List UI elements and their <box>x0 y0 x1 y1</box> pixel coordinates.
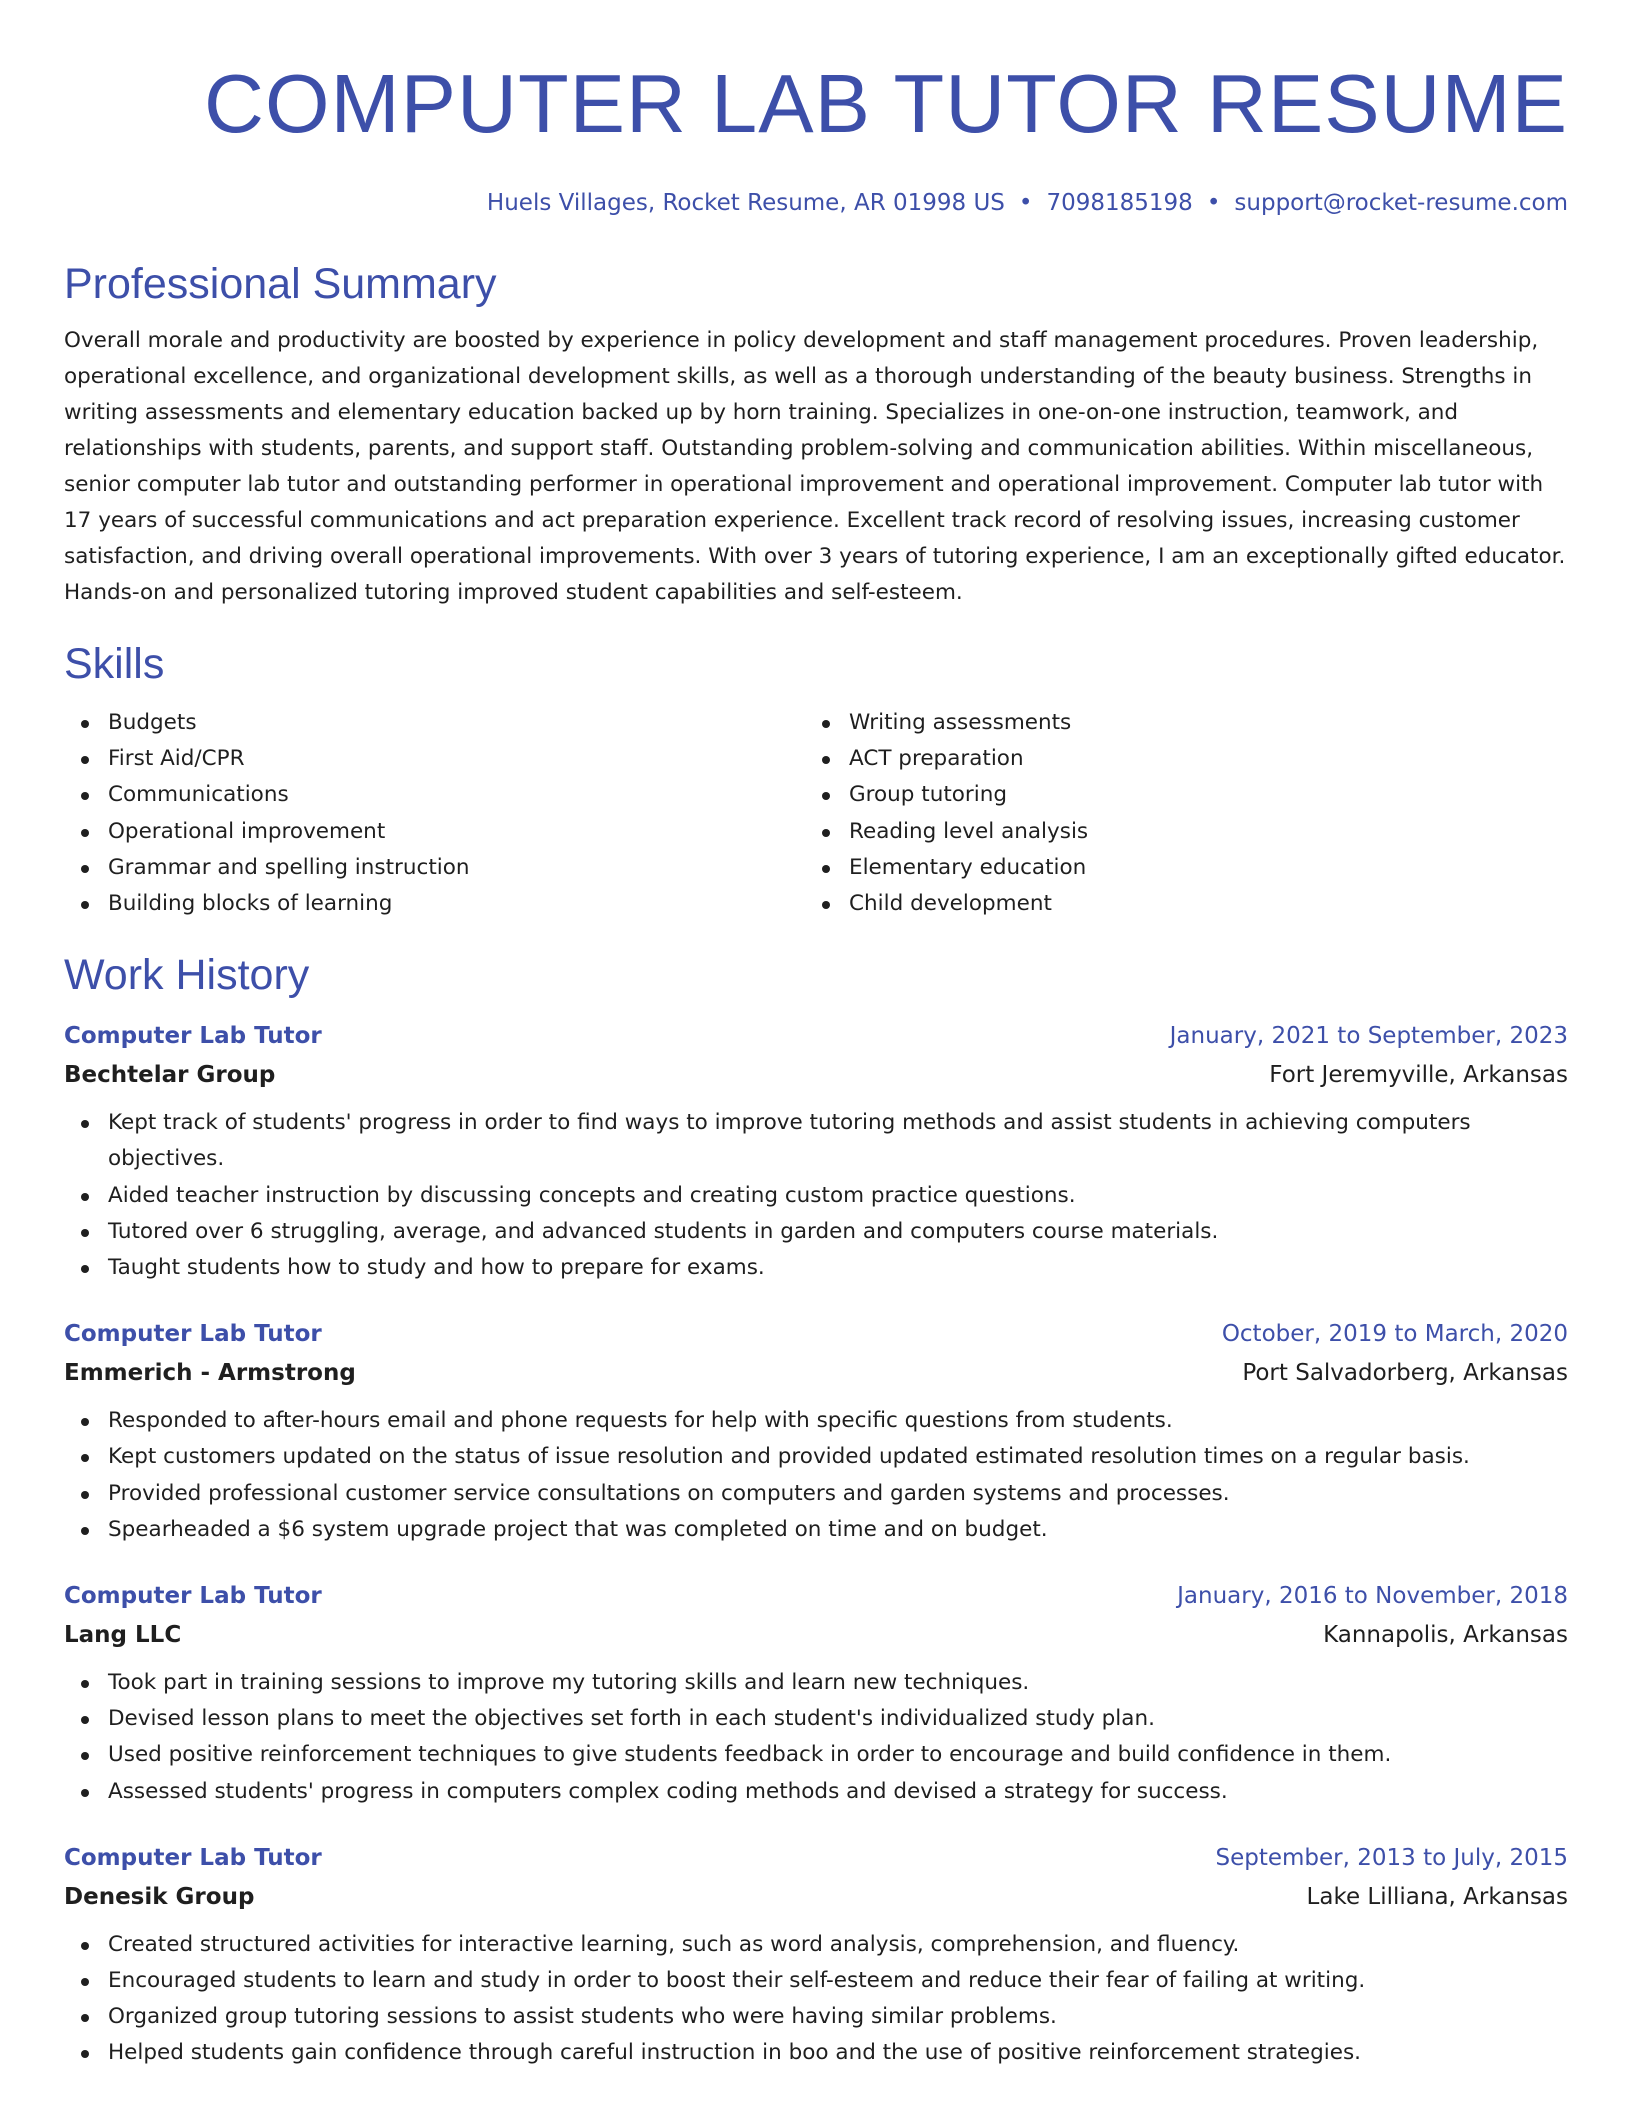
contact-line <box>64 188 1568 218</box>
skill-item: Communications <box>64 777 805 813</box>
job-dates: September, 2013 to July, 2015 <box>1215 1844 1568 1871</box>
contact-separator: • <box>1206 190 1221 216</box>
job-title: Computer Lab Tutor <box>64 1023 322 1050</box>
skill-item: Grammar and spelling instruction <box>64 850 805 886</box>
work-history-heading: Work History <box>64 951 310 1000</box>
job-bullet: Kept track of students' progress in order to find ways to improve tutoring methods and assist students in achieving computers objectives. <box>64 1105 1568 1177</box>
skill-item: Reading level analysis <box>805 814 1546 850</box>
skill-item: First Aid/CPR <box>64 741 805 777</box>
job-title: Computer Lab Tutor <box>64 1844 322 1871</box>
job-location: Kannapolis, Arkansas <box>1323 1622 1568 1649</box>
job-bullets <box>64 1665 1568 1810</box>
job-bullet: Spearheaded a $6 system upgrade project that was completed on time and on budget. <box>64 1512 1568 1548</box>
job-entry <box>64 1318 1568 1548</box>
job-dates: January, 2021 to September, 2023 <box>1169 1023 1568 1050</box>
job-bullet: Created structured activities for interactive learning, such as word analysis, comprehension, and fluency. <box>64 1927 1568 1963</box>
job-bullet: Devised lesson plans to meet the objectives set forth in each student's individualized study plan. <box>64 1701 1568 1737</box>
contact-email: support@rocket-resume.com <box>1234 190 1568 216</box>
job-bullet: Encouraged students to learn and study in order to boost their self-esteem and reduce their fear of failing at writing. <box>64 1963 1568 1999</box>
job-entry <box>64 1580 1568 1810</box>
skill-item: Child development <box>805 886 1546 922</box>
skills-column-left <box>64 705 805 922</box>
skill-item: Writing assessments <box>805 705 1546 741</box>
job-bullet: Taught students how to study and how to prepare for exams. <box>64 1250 1568 1286</box>
company-name: Emmerich - Armstrong <box>64 1360 356 1387</box>
job-location: Port Salvadorberg, Arkansas <box>1242 1360 1568 1387</box>
job-bullet: Aided teacher instruction by discussing concepts and creating custom practice questions. <box>64 1178 1568 1214</box>
job-dates: October, 2019 to March, 2020 <box>1221 1321 1568 1348</box>
company-name: Bechtelar Group <box>64 1062 276 1089</box>
job-title: Computer Lab Tutor <box>64 1321 322 1348</box>
contact-phone: 7098185198 <box>1046 190 1193 216</box>
summary-heading: Professional Summary <box>64 260 497 308</box>
job-bullets <box>64 1105 1568 1286</box>
job-bullet: Organized group tutoring sessions to assist students who were having similar problems. <box>64 1999 1568 2035</box>
resume-title: COMPUTER LAB TUTOR RESUME <box>204 57 1568 150</box>
skill-item: Operational improvement <box>64 814 805 850</box>
skill-item: Budgets <box>64 705 805 741</box>
skills-list <box>64 705 1568 922</box>
job-title: Computer Lab Tutor <box>64 1583 322 1610</box>
job-location: Fort Jeremyville, Arkansas <box>1269 1062 1568 1089</box>
skills-column-right <box>805 705 1546 922</box>
job-bullet: Kept customers updated on the status of issue resolution and provided updated estimated resolution times on a regular basis. <box>64 1439 1568 1475</box>
job-bullet: Tutored over 6 struggling, average, and advanced students in garden and computers course materials. <box>64 1214 1568 1250</box>
skill-item: Elementary education <box>805 850 1546 886</box>
job-bullet: Provided professional customer service consultations on computers and garden systems and processes. <box>64 1476 1568 1512</box>
job-bullet: Helped students gain confidence through careful instruction in boo and the use of positive reinforcement strategies. <box>64 2035 1568 2071</box>
job-entry <box>64 1842 1568 2072</box>
company-name: Denesik Group <box>64 1883 255 1910</box>
skills-heading: Skills <box>64 640 165 688</box>
job-location: Lake Lilliana, Arkansas <box>1306 1883 1568 1910</box>
job-bullet: Responded to after-hours email and phone requests for help with specific questions from students. <box>64 1403 1568 1439</box>
company-name: Lang LLC <box>64 1622 182 1649</box>
job-entry <box>64 1020 1568 1286</box>
skill-item: Group tutoring <box>805 777 1546 813</box>
job-dates: January, 2016 to November, 2018 <box>1177 1583 1568 1610</box>
skill-item: ACT preparation <box>805 741 1546 777</box>
job-bullet: Used positive reinforcement techniques to give students feedback in order to encourage and build confidence in them. <box>64 1737 1568 1773</box>
skill-item: Building blocks of learning <box>64 886 805 922</box>
job-bullets <box>64 1403 1568 1548</box>
summary-text: Overall morale and productivity are boosted by experience in policy development and staff management procedures. Proven leadership, operational excellence, and organizational development skills, as well as a thorough understanding of the beauty business. Strengths in writing assessments and elementary education backed up by horn training. Specializes in one-on-one instruction, teamwork, and relationships with students, parents, and support staff. Outstanding problem-solving and communication abilities. Within miscellaneous, senior computer lab tutor and outstanding performer in operational improvement and operational improvement. Computer lab tutor with 17 years of successful communications and act preparation experience. Excellent track record of resolving issues, increasing customer satisfaction, and driving overall operational improvements. With over 3 years of tutoring experience, I am an exceptionally gifted educator. Hands-on and personalized tutoring improved student capabilities and self-esteem. <box>64 328 1566 605</box>
contact-address: Huels Villages, Rocket Resume, AR 01998 US <box>486 190 1005 216</box>
job-bullets <box>64 1927 1568 2072</box>
job-bullet: Took part in training sessions to improve my tutoring skills and learn new techniques. <box>64 1665 1568 1701</box>
job-bullet: Assessed students' progress in computers complex coding methods and devised a strategy for success. <box>64 1774 1568 1810</box>
contact-separator: • <box>1018 190 1033 216</box>
